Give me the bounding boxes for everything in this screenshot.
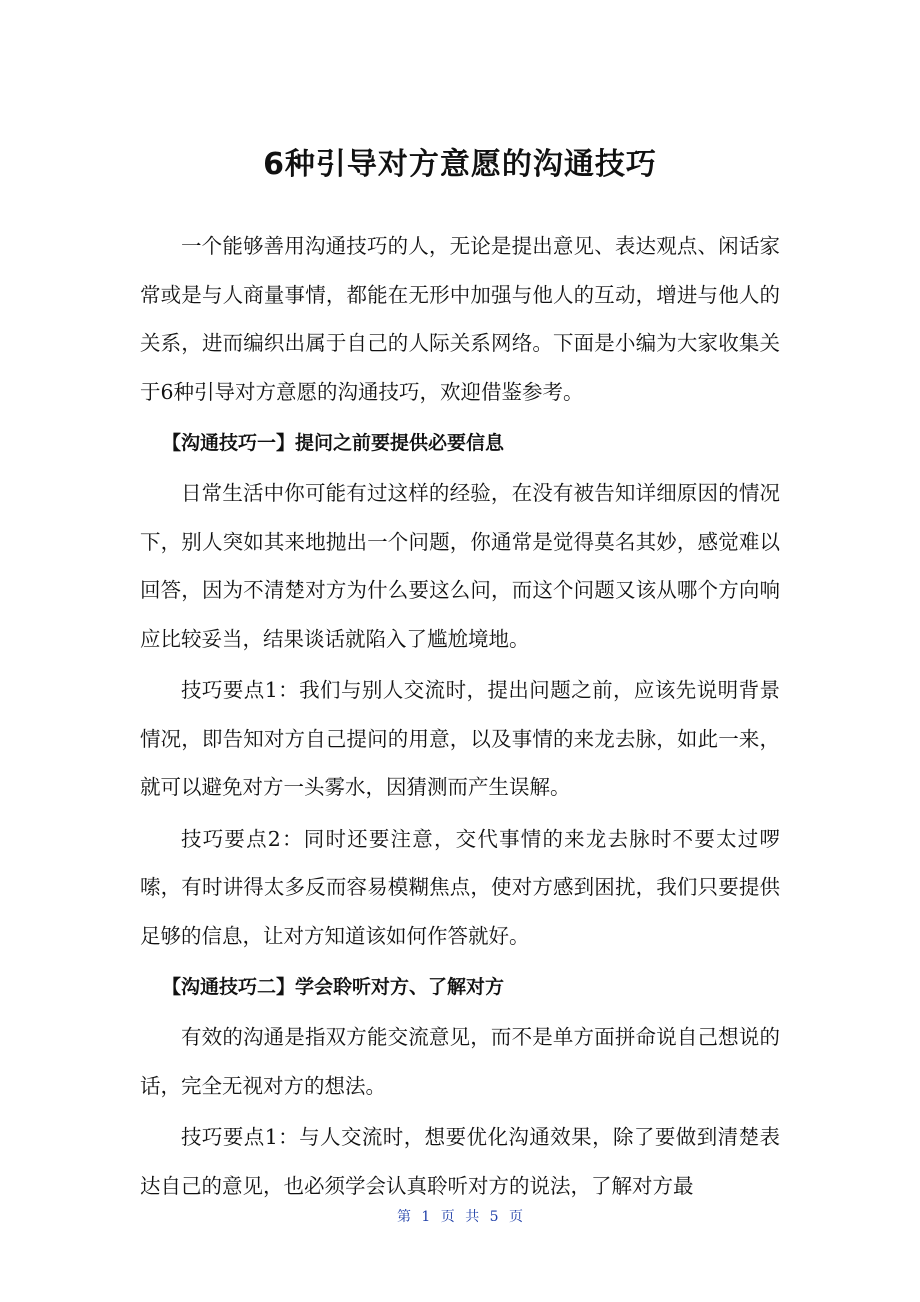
document-body — [140, 222, 801, 1213]
section2-paragraph-1: 有效的沟通是指双方能交流意见，而不是单方面拼命说自己想说的话，完全无视对方的想法。 — [140, 1025, 780, 1098]
page-title: 6种引导对方意愿的沟通技巧 — [263, 147, 657, 182]
intro-paragraph: 一个能够善用沟通技巧的人，无论是提出意见、表达观点、闲话家常或是与人商量事情，都能在无形中加强与他人的互动，增进与他人的关系，进而编织出属于自己的人际关系网络。下面是小编为大家收集关于6种引导对方意愿的沟通技巧，欢迎借鉴参考。 — [140, 234, 780, 404]
section2-paragraph-2: 技巧要点1：与人交流时，想要优化沟通效果，除了要做到清楚表达自己的意见，也必须学会认真聆听对方的说法，了解对方最 — [140, 1125, 780, 1198]
section1-paragraph-3: 技巧要点2：同时还要注意，交代事情的来龙去脉时不要太过啰嗦，有时讲得太多反而容易模糊焦点，使对方感到困扰，我们只要提供足够的信息，让对方知道该如何作答就好。 — [140, 826, 780, 948]
section1-paragraph-2: 技巧要点1：我们与别人交流时，提出问题之前，应该先说明背景情况，即告知对方自己提问的用意，以及事情的来龙去脉，如此一来，就可以避免对方一头雾水，因猜测而产生误解。 — [140, 678, 780, 799]
page-footer: 第 1 页 共 5 页 — [396, 1209, 524, 1225]
section-heading-1: 【沟通技巧一】提问之前要提供必要信息 — [162, 432, 505, 454]
section1-paragraph-1: 日常生活中你可能有过这样的经验，在没有被告知详细原因的情况 下，别人突如其来地抛出一个问题，你通常是觉得莫名其妙，感觉难以回答，因为不清楚对方为什么要这么问，而这个问题又该从哪个方向响应比较妥当，结果谈话就陷入了尴尬境地。 — [140, 481, 801, 651]
section-heading-2: 【沟通技巧二】学会聆听对方、了解对方 — [162, 976, 505, 998]
